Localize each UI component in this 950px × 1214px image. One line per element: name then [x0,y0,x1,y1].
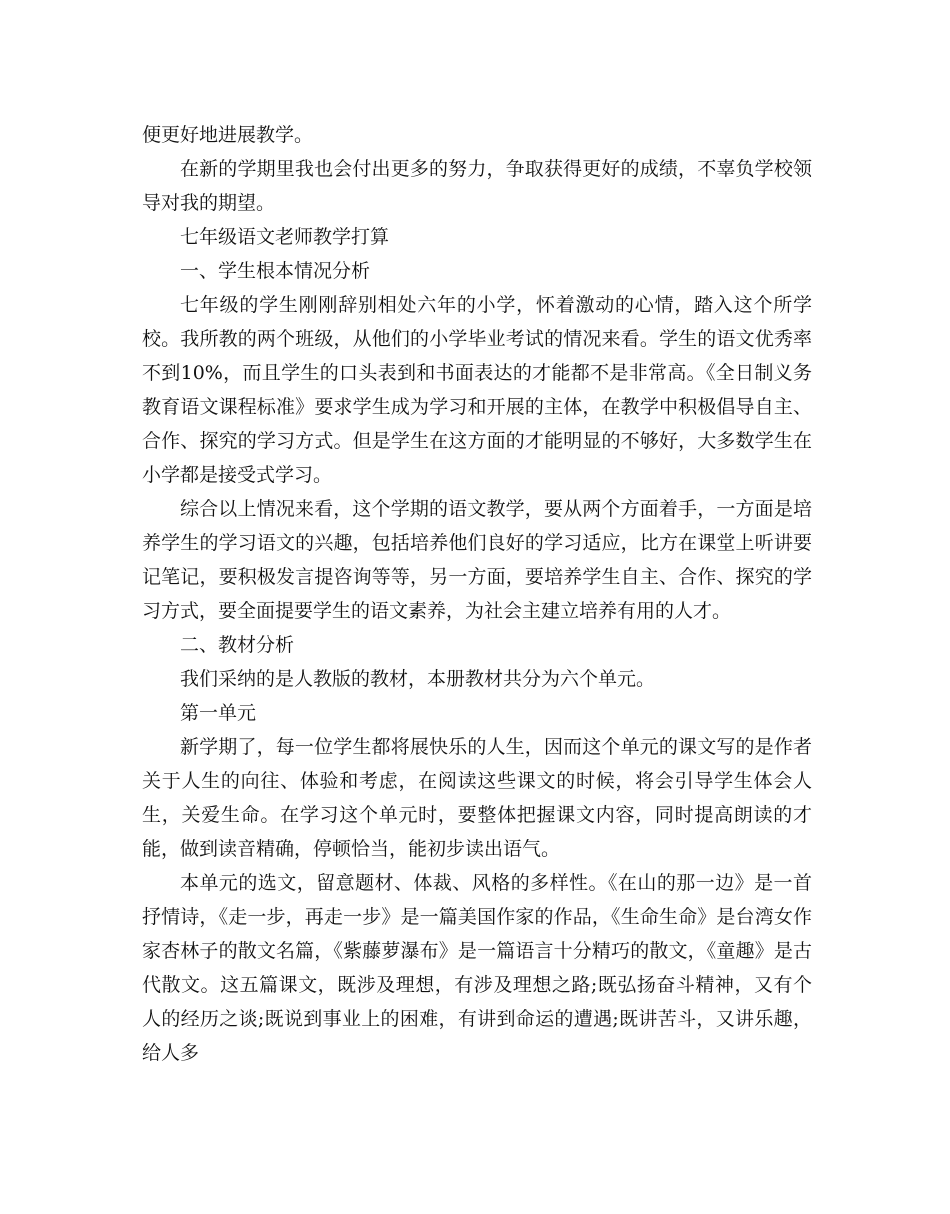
heading-student-analysis: 一、学生根本情况分析 [180,260,371,282]
document-body [142,118,812,1070]
paragraph-student-situation: 七年级的学生刚刚辞别相处六年的小学，怀着激动的心情，踏入这个所学校。我所教的两个班级，从他们的小学毕业考试的情况来看。学生的语文优秀率不到10%，而且学生的口头表到和书面表达的才能都不是非常高。《全日制义务教育语文课程标准》要求学生成为学习和开展的主体，在教学中积极倡导自主、合作、探究的学习方式。但是学生在这方面的才能明显的不够好，大多数学生在小学都是接受式学习。 [142,294,812,486]
paragraph-continuation: 便更好地进展教学。 [142,124,314,146]
heading-unit-one: 第一单元 [180,702,257,724]
paragraph-new-semester: 在新的学期里我也会付出更多的努力，争取获得更好的成绩，不辜负学校领导对我的期望。 [142,158,812,214]
heading-textbook-analysis: 二、教材分析 [180,634,295,656]
paragraph-textbook: 我们采纳的是人教版的教材，本册教材共分为六个单元。 [180,668,656,690]
paragraph-unit-one-selections: 本单元的选文，留意题材、体裁、风格的多样性。《在山的那一边》是一首抒情诗，《走一步，再走一步》是一篇美国作家的作品，《生命生命》是台湾女作家杏林子的散文名篇，《紫藤萝瀑布》是一篇语言十分精巧的散文，《童趣》是古代散文。这五篇课文，既涉及理想，有涉及理想之路;既弘扬奋斗精神，又有个人的经历之谈;既说到事业上的困难，有讲到命运的遭遇;既讲苦斗，又讲乐趣，给人多 [142,872,812,1064]
paragraph-summary: 综合以上情况来看，这个学期的语文教学，要从两个方面着手，一方面是培养学生的学习语文的兴趣，包括培养他们良好的学习适应，比方在课堂上听讲要记笔记，要积极发言提咨询等等，另一方面，要培养学生自主、合作、探究的学习方式，要全面提要学生的语文素养，为社会主建立培养有用的人才。 [142,498,812,622]
section-title: 七年级语文老师教学打算 [180,226,390,248]
paragraph-unit-one-intro: 新学期了，每一位学生都将展快乐的人生，因而这个单元的课文写的是作者关于人生的向往、体验和考虑，在阅读这些课文的时候，将会引导学生体会人生，关爱生命。在学习这个单元时，要整体把握课文内容，同时提高朗读的才能，做到读音精确，停顿恰当，能初步读出语气。 [142,736,812,860]
